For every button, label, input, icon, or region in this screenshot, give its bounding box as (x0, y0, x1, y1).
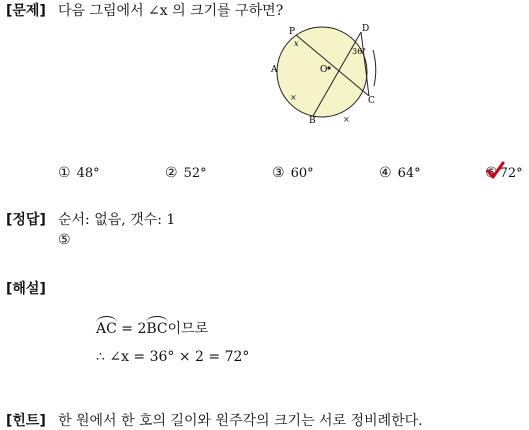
hint-label: [힌트] (6, 413, 46, 429)
checkmark-icon (485, 160, 505, 180)
arc-ac: AC (96, 321, 117, 337)
option-3-number: ③ (272, 165, 285, 181)
hint-text: 한 원에서 한 호의 길이와 원주각의 크기는 서로 정비례한다. (58, 413, 423, 429)
option-4[interactable] (379, 165, 421, 181)
option-5-number: ⑤ (485, 165, 498, 181)
option-2[interactable] (165, 165, 207, 181)
point-p: P (289, 27, 296, 37)
arc-tick-left: × (290, 93, 297, 102)
center-dot (327, 66, 330, 69)
equals-two: = 2 (116, 321, 147, 337)
arc-mark-dc (373, 50, 376, 86)
option-1-number: ① (58, 165, 71, 181)
problem-label: [문제] (6, 3, 46, 19)
option-4-number: ④ (379, 165, 392, 181)
point-d: D (362, 24, 370, 34)
circle-figure (265, 20, 385, 130)
option-4-value: 64° (397, 166, 421, 181)
explanation-suffix: 이므로 (167, 321, 209, 337)
point-a: A (271, 65, 278, 75)
option-5-value: 72° (499, 166, 523, 181)
option-2-value: 52° (183, 166, 207, 181)
answer-count-text: 순서: 없음, 갯수: 1 (58, 212, 176, 228)
question-text: 다음 그림에서 ∠x 의 크기를 구하면? (58, 3, 284, 19)
option-2-number: ② (165, 165, 178, 181)
option-1[interactable] (58, 165, 100, 181)
answer-label: [정답] (6, 212, 46, 228)
explanation-line-1 (96, 318, 208, 338)
point-b: B (309, 116, 316, 126)
point-c: C (368, 96, 375, 106)
option-1-value: 48° (76, 166, 100, 181)
option-3-value: 60° (290, 166, 314, 181)
explanation-label: [해설] (6, 281, 46, 297)
explanation-line-2: ∴ ∠x = 36° × 2 = 72° (96, 349, 250, 365)
answer-choice: ⑤ (58, 232, 71, 248)
arc-bc: BC (146, 321, 168, 337)
arc-tick-bottom: × (343, 115, 350, 124)
angle-x-label: x (294, 39, 299, 48)
option-3[interactable] (272, 165, 314, 181)
angle-36-label: 36° (352, 47, 367, 56)
point-o: O (320, 65, 328, 75)
